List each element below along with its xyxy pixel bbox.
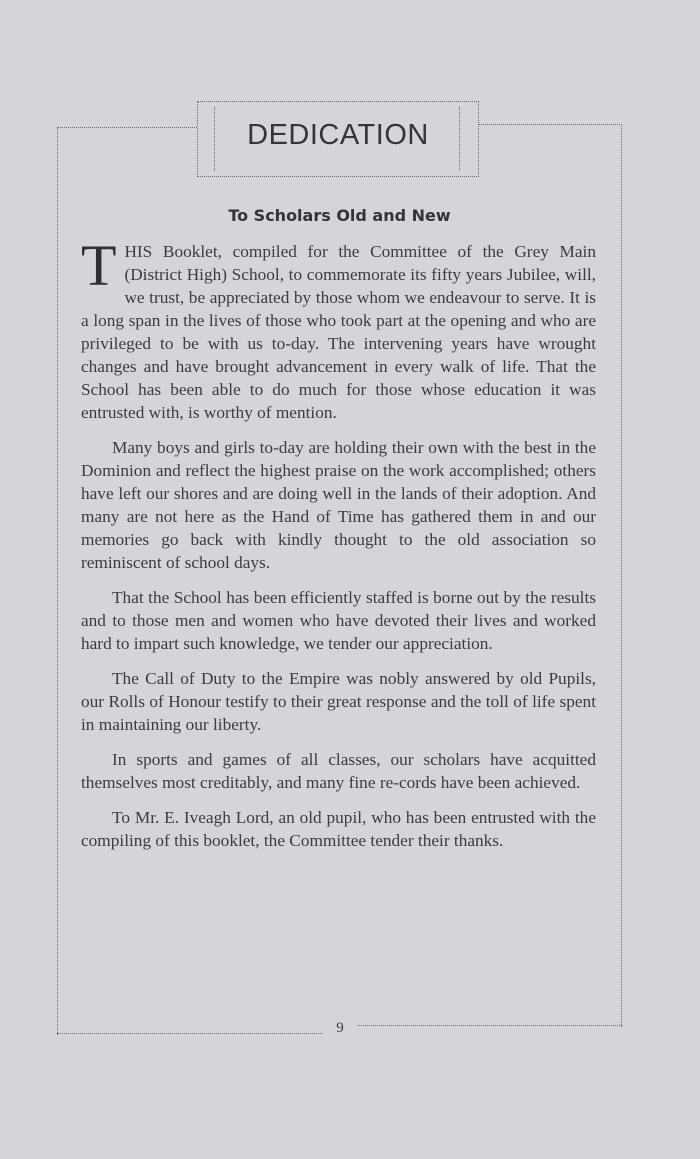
title-box-top: [197, 101, 479, 102]
paragraph-1-text: HIS Booklet, compiled for the Committee of the Grey Main (District High) School, to commemorate its fifty years Jubilee, will, we trust, be appreciated by those whom we endeavour to serve. It is a long span in the lives of those who took part at the opening and who are privileged to be with us to-day. The intervening years have wrought changes and have brought advancement in every walk of life. That the School has been able to do much for those whose education it was entrusted with, is worthy of mention.: [81, 242, 596, 422]
paragraph-3: That the School has been efficiently staffed is borne out by the results and to those men and women who have devoted their lives and worked hard to impart such knowledge, we tender our appreciation.: [81, 588, 596, 653]
title-box: [197, 101, 479, 177]
page-number: 9: [336, 1020, 344, 1036]
paragraph-4: The Call of Duty to the Empire was nobly answered by old Pupils, our Rolls of Honour testify to their great response and the toll of life spent in maintaining our liberty.: [81, 669, 596, 734]
page-border-bottom-left: [57, 1033, 323, 1034]
page-border-bottom-right: [357, 1025, 622, 1026]
paragraph-2: Many boys and girls to-day are holding their own with the best in the Dominion and reflect the highest praise on the work accomplished; others have left our shores and are doing well in the lands of their adoption. And many are not here as the Hand of Time has gathered them in and our memories go back with kindly thought to the old association so reminiscent of school days.: [81, 438, 596, 572]
dedication-body: [81, 233, 596, 864]
paragraph-1: [81, 233, 596, 424]
page-border-left: [57, 127, 58, 1035]
paragraph-5: In sports and games of all classes, our scholars have acquitted themselves most creditably, and many fine re-cords have been achieved.: [81, 750, 596, 792]
page-border-top-right: [479, 124, 622, 125]
dedication-subtitle: To Scholars Old and New: [228, 206, 451, 225]
title-box-bottom: [197, 176, 479, 177]
page-border-top-left: [57, 127, 197, 128]
drop-cap: T: [81, 233, 117, 298]
paragraph-6: To Mr. E. Iveagh Lord, an old pupil, who has been entrusted with the compiling of this booklet, the Committee tender their thanks.: [81, 808, 596, 850]
page-border-right: [621, 124, 622, 1027]
page-title: DEDICATION: [247, 119, 429, 151]
